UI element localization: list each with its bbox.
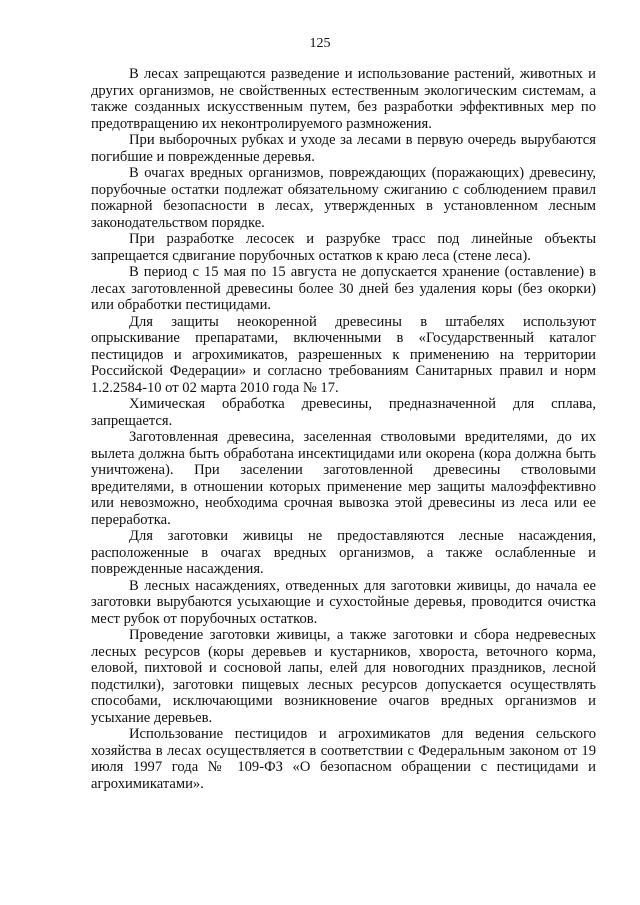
paragraph-selective-felling: При выборочных рубках и уходе за лесами в первую очередь вырубаются погибшие и поврежденные деревья. (91, 132, 596, 165)
paragraph-non-timber-resources: Проведение заготовки живицы, а также заготовки и сбора недревесных лесных ресурсов (коры деревьев и кустарников, хвороста, веточного корма, еловой, пихтовой и сосновой лапы, елей для новогодних праздников, лесной подстилки), заготовки пищевых лесных ресурсов допускается осуществлять способами, исключающими возникновение очагов вредных организмов и усыхание деревьев. (91, 627, 596, 726)
paragraph-resin-restrictions: Для заготовки живицы не предоставляются лесные насаждения, расположенные в очагах вредных организмов, а также ослабленные и поврежденные насаждения. (91, 528, 596, 577)
paragraph-stack-protection: Для защиты неокоренной древесины в штабелях используют опрыскивание препаратами, включенными в «Государственный каталог пестицидов и агрохимикатов, разрешенных к применению на территории Российской Федерации» и согласно требованиям Санитарных правил и норм 1.2.2584-10 от 02 марта 2010 года № 17. (91, 313, 596, 396)
paragraph-pesticide-law: Использование пестицидов и агрохимикатов для ведения сельского хозяйства в лесах осуществляется в соответствии с Федеральным законом от 19 июля 1997 года № 109-ФЗ «О безопасном обращении с пестицидами и агрохимикатами». (91, 726, 596, 792)
page-number: 125 (309, 36, 331, 51)
document-body (91, 66, 596, 792)
paragraph-logging-sites: При разработке лесосек и разрубке трасс под линейные объекты запрещается сдвигание порубочных остатков к краю леса (стене леса). (91, 231, 596, 264)
paragraph-resin-preparation: В лесных насаждениях, отведенных для заготовки живицы, до начала ее заготовки вырубаются усыхающие и сухостойные деревья, проводится очистка мест рубок от порубочных остатков. (91, 577, 596, 627)
paragraph-alien-organisms: В лесах запрещаются разведение и использование растений, животных и других организмов, не свойственных естественным экологическим системам, а также созданных искусственным путем, без разработки эффективных мер по предотвращению их неконтролируемого размножения. (91, 66, 596, 132)
paragraph-pest-foci-residues: В очагах вредных организмов, повреждающих (поражающих) древесину, порубочные остатки подлежат обязательному сжиганию с соблюдением правил пожарной безопасности в лесах, утвержденных в установленном лесным законодательством порядке. (91, 165, 596, 231)
paragraph-storage-period: В период с 15 мая по 15 августа не допускается хранение (оставление) в лесах заготовленной древесины более 30 дней без удаления коры (без окорки) или обработки пестицидами. (91, 264, 596, 313)
paragraph-infested-timber: Заготовленная древесина, заселенная стволовыми вредителями, до их вылета должна быть обработана инсектицидами или окорена (кора должна быть уничтожена). При заселении заготовленной древесины стволовыми вредителями, в отношении которых применение мер защиты малоэффективно или невозможно, необходима срочная вывозка этой древесины из леса или ее переработка. (91, 429, 596, 528)
paragraph-rafting-chemicals: Химическая обработка древесины, предназначенной для сплава, запрещается. (91, 396, 596, 429)
